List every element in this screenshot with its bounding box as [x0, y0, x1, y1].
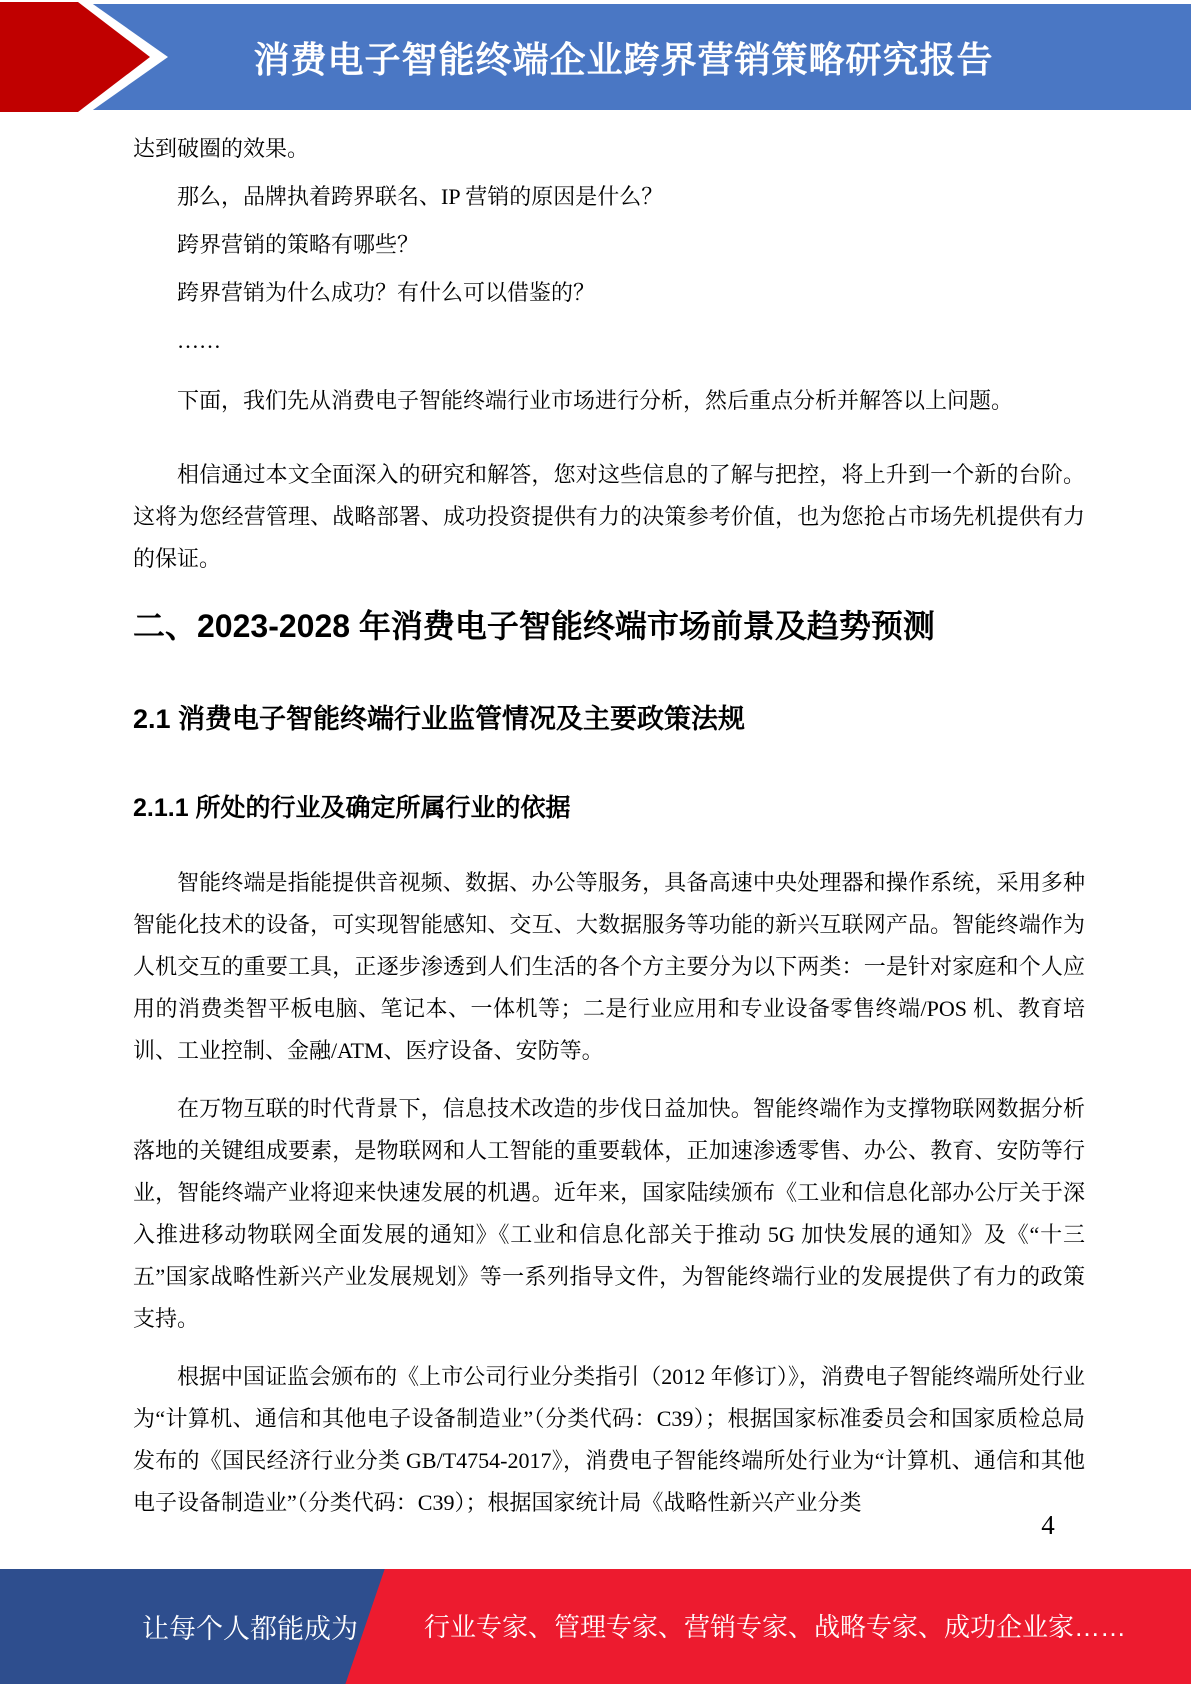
section-heading-level1: 二、2023-2028 年消费电子智能终端市场前景及趋势预测	[133, 608, 935, 644]
page-number: 4	[1041, 1510, 1055, 1540]
question-line-3: 跨界营销为什么成功？有什么可以借鉴的？	[177, 280, 596, 305]
ellipsis-line: ……	[177, 328, 221, 353]
red-arrow-icon	[0, 2, 178, 112]
question-line-2: 跨界营销的策略有哪些？	[177, 232, 420, 257]
footer-slogan-right: 行业专家、管理专家、营销专家、战略专家、成功企业家……	[424, 1612, 1127, 1642]
page-title: 消费电子智能终端企业跨界营销策略研究报告	[253, 38, 994, 80]
document-body	[133, 128, 1085, 1524]
section-heading-level3: 2.1.1 所处的行业及确定所属行业的依据	[133, 794, 571, 822]
footer-slogan-left: 让每个人都能成为	[142, 1614, 358, 1644]
iot-background-paragraph: 在万物互联的时代背景下，信息技术改造的步伐日益加快。智能终端作为支撑物联网数据分析落地的关键组成要素，是物联网和人工智能的重要载体，正加速渗透零售、办公、教育、安防等行业，智能终端产业将迎来快速发展的机遇。近年来，国家陆续颁布《工业和信息化部办公厅关于深入推进移动物联网全面发展的通知》《工业和信息化部关于推动 5G 加快发展的通知》及《“十三五”国家战略性新兴产业发展规划》等一系列指导文件，为智能终端行业的发展提供了有力的政策支持。	[133, 1096, 1085, 1331]
section-heading-level2: 2.1 消费电子智能终端行业监管情况及主要政策法规	[133, 704, 746, 734]
header-banner	[0, 4, 1191, 110]
question-line-1: 那么，品牌执着跨界联名、IP 营销的原因是什么？	[177, 184, 664, 209]
industry-definition-paragraph: 智能终端是指能提供音视频、数据、办公等服务，具备高速中央处理器和操作系统，采用多种智能化技术的设备，可实现智能感知、交互、大数据服务等功能的新兴互联网产品。智能终端作为人机交互的重要工具，正逐步渗透到人们生活的各个方主要分为以下两类：一是针对家庭和个人应用的消费类智平板电脑、笔记本、一体机等；二是行业应用和专业设备零售终端/POS 机、教育培训、工业控制、金融/ATM、医疗设备、安防等。	[133, 870, 1085, 1063]
footer-bar	[0, 1569, 1191, 1684]
value-proposition-paragraph: 相信通过本文全面深入的研究和解答，您对这些信息的了解与把控，将上升到一个新的台阶。这将为您经营管理、战略部署、成功投资提供有力的决策参考价值，也为您抢占市场先机提供有力的保证。	[133, 462, 1085, 571]
analysis-lead-paragraph: 下面，我们先从消费电子智能终端行业市场进行分析，然后重点分析并解答以上问题。	[177, 388, 1014, 413]
carryover-paragraph: 达到破圈的效果。	[133, 136, 310, 161]
industry-classification-paragraph: 根据中国证监会颁布的《上市公司行业分类指引（2012 年修订）》，消费电子智能终端所处行业为“计算机、通信和其他电子设备制造业”（分类代码：C39）；根据国家标准委员会和国家质检总局发布的《国民经济行业分类 GB/T4754-2017》，消费电子智能终端所处行业为“计算机、通信和其他电子设备制造业”（分类代码：C39）；根据国家统计局《战略性新兴产业分类	[133, 1364, 1085, 1515]
